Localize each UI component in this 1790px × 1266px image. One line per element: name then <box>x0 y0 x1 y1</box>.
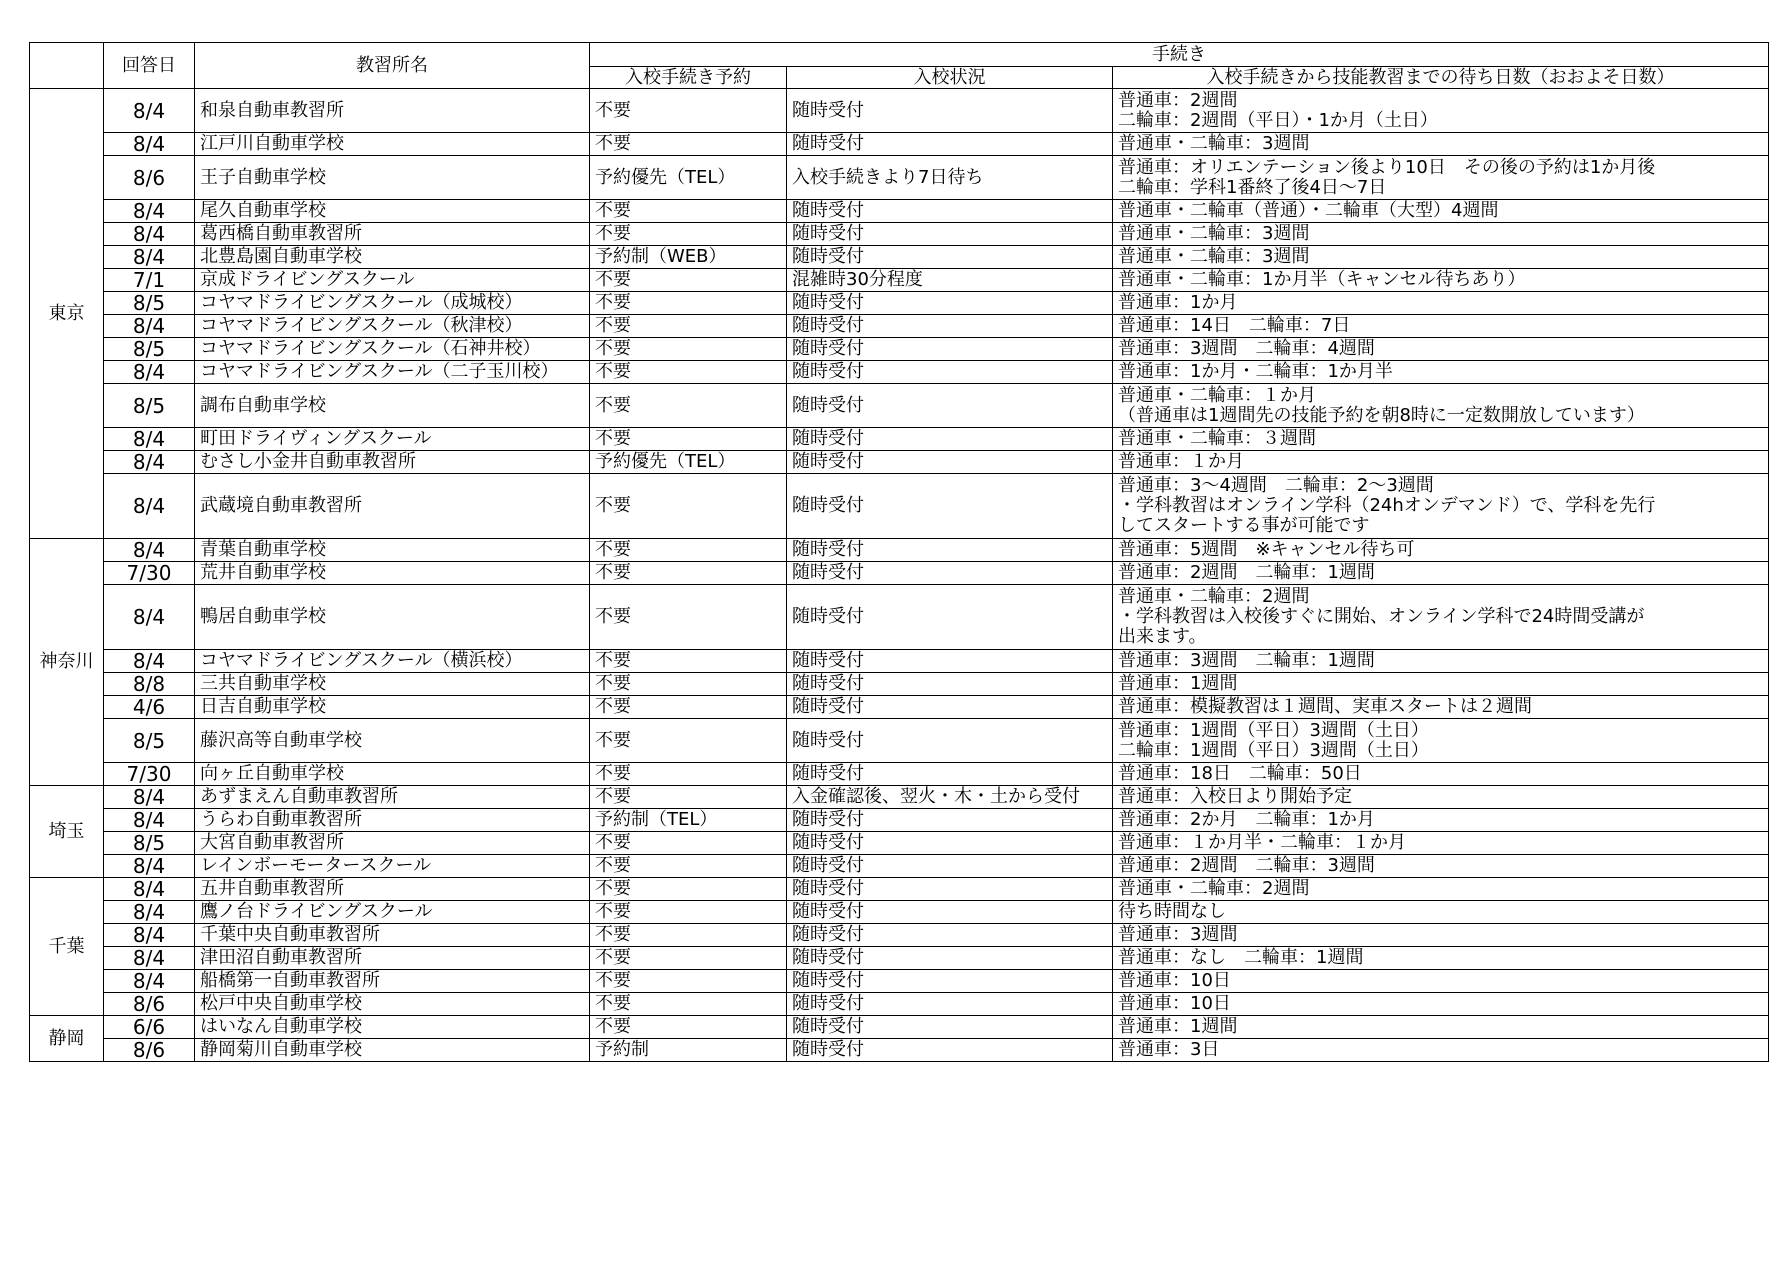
school-cell: 江戸川自動車学校 <box>195 133 590 156</box>
wait-cell: 普通車・二輪車：3週間 <box>1113 246 1769 269</box>
school-cell: うらわ自動車教習所 <box>195 809 590 832</box>
table-row <box>30 474 1769 539</box>
reservation-cell: 不要 <box>590 539 787 562</box>
table-row <box>30 832 1769 855</box>
reservation-cell: 不要 <box>590 361 787 384</box>
reservation-cell: 不要 <box>590 878 787 901</box>
wait-cell: 普通車：3週間 二輪車：4週間 <box>1113 338 1769 361</box>
reservation-cell: 不要 <box>590 924 787 947</box>
status-cell: 随時受付 <box>787 451 1113 474</box>
wait-cell: 普通車・二輪車：3週間 <box>1113 133 1769 156</box>
reservation-cell: 不要 <box>590 1016 787 1039</box>
reservation-cell: 不要 <box>590 719 787 763</box>
status-cell: 入校手続きより7日待ち <box>787 156 1113 200</box>
reservation-cell: 不要 <box>590 901 787 924</box>
school-cell: コヤマドライビングスクール（秋津校） <box>195 315 590 338</box>
table-row <box>30 1016 1769 1039</box>
wait-cell: 普通車：入校日より開始予定 <box>1113 786 1769 809</box>
date-cell: 8/5 <box>104 338 195 361</box>
reservation-cell: 不要 <box>590 428 787 451</box>
table-row <box>30 947 1769 970</box>
date-cell: 8/6 <box>104 156 195 200</box>
wait-cell: 普通車：模擬教習は１週間、実車スタートは２週間 <box>1113 696 1769 719</box>
table-row <box>30 200 1769 223</box>
reservation-cell: 不要 <box>590 338 787 361</box>
school-cell: 武蔵境自動車教習所 <box>195 474 590 539</box>
school-cell: あずまえん自動車教習所 <box>195 786 590 809</box>
school-cell: 王子自動車学校 <box>195 156 590 200</box>
reservation-cell: 不要 <box>590 474 787 539</box>
date-cell: 8/5 <box>104 719 195 763</box>
status-cell: 随時受付 <box>787 763 1113 786</box>
date-cell: 8/4 <box>104 970 195 993</box>
table-row <box>30 315 1769 338</box>
header-status: 入校状況 <box>787 67 1113 89</box>
date-cell: 8/4 <box>104 947 195 970</box>
date-cell: 6/6 <box>104 1016 195 1039</box>
wait-cell: 普通車：3日 <box>1113 1039 1769 1062</box>
table-row <box>30 901 1769 924</box>
date-cell: 7/30 <box>104 562 195 585</box>
reservation-cell: 予約制 <box>590 1039 787 1062</box>
wait-cell: 普通車：10日 <box>1113 970 1769 993</box>
wait-cell: 普通車：3週間 <box>1113 924 1769 947</box>
wait-cell: 普通車：1週間（平日）3週間（土日） 二輪車：1週間（平日）3週間（土日） <box>1113 719 1769 763</box>
table-body <box>30 89 1769 1062</box>
reservation-cell: 不要 <box>590 269 787 292</box>
status-cell: 随時受付 <box>787 89 1113 133</box>
reservation-cell: 不要 <box>590 970 787 993</box>
wait-cell: 普通車：3～4週間 二輪車：2～3週間 ・学科教習はオンライン学科（24hオンデマンド）で、学科を先行 してスタートする事が可能です <box>1113 474 1769 539</box>
table-row <box>30 673 1769 696</box>
table-row <box>30 855 1769 878</box>
school-cell: 北豊島園自動車学校 <box>195 246 590 269</box>
reservation-cell: 不要 <box>590 133 787 156</box>
school-cell: 京成ドライビングスクール <box>195 269 590 292</box>
status-cell: 随時受付 <box>787 223 1113 246</box>
school-cell: 向ヶ丘自動車学校 <box>195 763 590 786</box>
table-row <box>30 719 1769 763</box>
table-row <box>30 993 1769 1016</box>
wait-cell: 普通車：5週間 ※キャンセル待ち可 <box>1113 539 1769 562</box>
table-row <box>30 223 1769 246</box>
reservation-cell: 不要 <box>590 855 787 878</box>
status-cell: 随時受付 <box>787 1039 1113 1062</box>
table-row <box>30 696 1769 719</box>
wait-cell: 普通車・二輪車：2週間 <box>1113 878 1769 901</box>
date-cell: 8/6 <box>104 1039 195 1062</box>
status-cell: 随時受付 <box>787 539 1113 562</box>
school-cell: 鴨居自動車学校 <box>195 585 590 650</box>
table-row <box>30 384 1769 428</box>
date-cell: 8/4 <box>104 133 195 156</box>
table-row <box>30 786 1769 809</box>
status-cell: 入金確認後、翌火・木・土から受付 <box>787 786 1113 809</box>
table-row <box>30 650 1769 673</box>
reservation-cell: 予約制（WEB） <box>590 246 787 269</box>
status-cell: 随時受付 <box>787 585 1113 650</box>
table-row <box>30 562 1769 585</box>
table-row <box>30 361 1769 384</box>
school-cell: コヤマドライビングスクール（横浜校） <box>195 650 590 673</box>
date-cell: 8/5 <box>104 832 195 855</box>
school-cell: 町田ドライヴィングスクール <box>195 428 590 451</box>
reservation-cell: 不要 <box>590 993 787 1016</box>
table-row <box>30 878 1769 901</box>
header-procedure: 手続き <box>590 43 1769 67</box>
wait-cell: 普通車・二輪車：３週間 <box>1113 428 1769 451</box>
status-cell: 随時受付 <box>787 650 1113 673</box>
table-row <box>30 970 1769 993</box>
date-cell: 8/4 <box>104 650 195 673</box>
table-row <box>30 292 1769 315</box>
status-cell: 混雑時30分程度 <box>787 269 1113 292</box>
table-row <box>30 809 1769 832</box>
school-cell: コヤマドライビングスクール（成城校） <box>195 292 590 315</box>
school-cell: 調布自動車学校 <box>195 384 590 428</box>
school-cell: 和泉自動車教習所 <box>195 89 590 133</box>
status-cell: 随時受付 <box>787 924 1113 947</box>
wait-cell: 普通車：1週間 <box>1113 673 1769 696</box>
school-cell: コヤマドライビングスクール（二子玉川校） <box>195 361 590 384</box>
wait-cell: 普通車：14日 二輪車：7日 <box>1113 315 1769 338</box>
school-cell: 日吉自動車学校 <box>195 696 590 719</box>
reservation-cell: 不要 <box>590 200 787 223</box>
reservation-cell: 予約制（TEL） <box>590 809 787 832</box>
table-row <box>30 246 1769 269</box>
date-cell: 8/4 <box>104 786 195 809</box>
school-cell: 松戸中央自動車学校 <box>195 993 590 1016</box>
school-cell: 船橋第一自動車教習所 <box>195 970 590 993</box>
date-cell: 8/4 <box>104 855 195 878</box>
date-cell: 8/5 <box>104 384 195 428</box>
table-row <box>30 585 1769 650</box>
wait-cell: 普通車・二輪車：1か月半（キャンセル待ちあり） <box>1113 269 1769 292</box>
reservation-cell: 不要 <box>590 650 787 673</box>
date-cell: 8/8 <box>104 673 195 696</box>
date-cell: 8/4 <box>104 539 195 562</box>
driving-school-table <box>29 42 1769 1062</box>
reservation-cell: 不要 <box>590 585 787 650</box>
date-cell: 4/6 <box>104 696 195 719</box>
date-cell: 8/4 <box>104 924 195 947</box>
date-cell: 7/30 <box>104 763 195 786</box>
region-cell: 埼玉 <box>30 786 104 878</box>
status-cell: 随時受付 <box>787 993 1113 1016</box>
table-row <box>30 89 1769 133</box>
wait-cell: 普通車：１か月半・二輪車：１か月 <box>1113 832 1769 855</box>
reservation-cell: 不要 <box>590 696 787 719</box>
wait-cell: 普通車：2週間 二輪車：3週間 <box>1113 855 1769 878</box>
table-row <box>30 428 1769 451</box>
wait-cell: 普通車：18日 二輪車：50日 <box>1113 763 1769 786</box>
status-cell: 随時受付 <box>787 901 1113 924</box>
wait-cell: 普通車：3週間 二輪車：1週間 <box>1113 650 1769 673</box>
date-cell: 8/4 <box>104 901 195 924</box>
wait-cell: 普通車・二輪車（普通）・二輪車（大型）4週間 <box>1113 200 1769 223</box>
school-cell: レインボーモータースクール <box>195 855 590 878</box>
status-cell: 随時受付 <box>787 809 1113 832</box>
date-cell: 8/4 <box>104 809 195 832</box>
status-cell: 随時受付 <box>787 361 1113 384</box>
header-reservation: 入校手続き予約 <box>590 67 787 89</box>
date-cell: 8/4 <box>104 246 195 269</box>
school-cell: コヤマドライビングスクール（石神井校） <box>195 338 590 361</box>
status-cell: 随時受付 <box>787 338 1113 361</box>
region-cell: 静岡 <box>30 1016 104 1062</box>
school-cell: 大宮自動車教習所 <box>195 832 590 855</box>
region-cell: 千葉 <box>30 878 104 1016</box>
table-row <box>30 338 1769 361</box>
date-cell: 8/4 <box>104 451 195 474</box>
school-cell: むさし小金井自動車教習所 <box>195 451 590 474</box>
school-cell: 千葉中央自動車教習所 <box>195 924 590 947</box>
status-cell: 随時受付 <box>787 878 1113 901</box>
school-cell: 尾久自動車学校 <box>195 200 590 223</box>
reservation-cell: 不要 <box>590 315 787 338</box>
date-cell: 8/4 <box>104 428 195 451</box>
date-cell: 8/6 <box>104 993 195 1016</box>
table-row <box>30 539 1769 562</box>
status-cell: 随時受付 <box>787 474 1113 539</box>
region-cell: 神奈川 <box>30 539 104 786</box>
reservation-cell: 不要 <box>590 673 787 696</box>
date-cell: 7/1 <box>104 269 195 292</box>
wait-cell: 普通車：１か月 <box>1113 451 1769 474</box>
status-cell: 随時受付 <box>787 246 1113 269</box>
school-cell: 五井自動車教習所 <box>195 878 590 901</box>
status-cell: 随時受付 <box>787 384 1113 428</box>
school-cell: はいなん自動車学校 <box>195 1016 590 1039</box>
school-cell: 津田沼自動車教習所 <box>195 947 590 970</box>
reservation-cell: 予約優先（TEL） <box>590 451 787 474</box>
wait-cell: 普通車：1週間 <box>1113 1016 1769 1039</box>
status-cell: 随時受付 <box>787 133 1113 156</box>
wait-cell: 普通車：オリエンテーション後より10日 その後の予約は1か月後 二輪車：学科1番終了後4日～7日 <box>1113 156 1769 200</box>
status-cell: 随時受付 <box>787 200 1113 223</box>
reservation-cell: 不要 <box>590 562 787 585</box>
wait-cell: 普通車：1か月 <box>1113 292 1769 315</box>
date-cell: 8/4 <box>104 223 195 246</box>
table-row <box>30 763 1769 786</box>
school-cell: 荒井自動車学校 <box>195 562 590 585</box>
status-cell: 随時受付 <box>787 562 1113 585</box>
reservation-cell: 不要 <box>590 384 787 428</box>
date-cell: 8/4 <box>104 474 195 539</box>
date-cell: 8/4 <box>104 200 195 223</box>
status-cell: 随時受付 <box>787 719 1113 763</box>
date-cell: 8/4 <box>104 361 195 384</box>
status-cell: 随時受付 <box>787 832 1113 855</box>
wait-cell: 普通車・二輪車：2週間 ・学科教習は入校後すぐに開始、オンライン学科で24時間受講が 出来ます。 <box>1113 585 1769 650</box>
school-cell: 青葉自動車学校 <box>195 539 590 562</box>
reservation-cell: 不要 <box>590 947 787 970</box>
status-cell: 随時受付 <box>787 696 1113 719</box>
region-cell: 東京 <box>30 89 104 539</box>
table-row <box>30 924 1769 947</box>
status-cell: 随時受付 <box>787 947 1113 970</box>
wait-cell: 待ち時間なし <box>1113 901 1769 924</box>
table-row <box>30 451 1769 474</box>
driving-school-table-sheet <box>29 42 1769 1062</box>
status-cell: 随時受付 <box>787 673 1113 696</box>
date-cell: 8/5 <box>104 292 195 315</box>
wait-cell: 普通車：2週間 二輪車：1週間 <box>1113 562 1769 585</box>
date-cell: 8/4 <box>104 585 195 650</box>
reservation-cell: 予約優先（TEL） <box>590 156 787 200</box>
reservation-cell: 不要 <box>590 223 787 246</box>
status-cell: 随時受付 <box>787 970 1113 993</box>
wait-cell: 普通車・二輪車：3週間 <box>1113 223 1769 246</box>
header-region <box>30 43 104 89</box>
header-school: 教習所名 <box>195 43 590 89</box>
date-cell: 8/4 <box>104 315 195 338</box>
table-row <box>30 156 1769 200</box>
status-cell: 随時受付 <box>787 292 1113 315</box>
reservation-cell: 不要 <box>590 832 787 855</box>
school-cell: 静岡菊川自動車学校 <box>195 1039 590 1062</box>
table-header <box>30 43 1769 89</box>
school-cell: 藤沢高等自動車学校 <box>195 719 590 763</box>
wait-cell: 普通車：2週間 二輪車：2週間（平日）・1か月（土日） <box>1113 89 1769 133</box>
date-cell: 8/4 <box>104 89 195 133</box>
wait-cell: 普通車：10日 <box>1113 993 1769 1016</box>
wait-cell: 普通車・二輪車：１か月 （普通車は1週間先の技能予約を朝8時に一定数開放しています） <box>1113 384 1769 428</box>
status-cell: 随時受付 <box>787 855 1113 878</box>
reservation-cell: 不要 <box>590 89 787 133</box>
reservation-cell: 不要 <box>590 786 787 809</box>
header-wait: 入校手続きから技能教習までの待ち日数（おおよそ日数） <box>1113 67 1769 89</box>
table-row <box>30 1039 1769 1062</box>
reservation-cell: 不要 <box>590 292 787 315</box>
header-date: 回答日 <box>104 43 195 89</box>
table-row <box>30 133 1769 156</box>
status-cell: 随時受付 <box>787 428 1113 451</box>
table-row <box>30 269 1769 292</box>
school-cell: 三共自動車学校 <box>195 673 590 696</box>
status-cell: 随時受付 <box>787 315 1113 338</box>
wait-cell: 普通車：1か月・二輪車：1か月半 <box>1113 361 1769 384</box>
school-cell: 葛西橋自動車教習所 <box>195 223 590 246</box>
wait-cell: 普通車：なし 二輪車：1週間 <box>1113 947 1769 970</box>
reservation-cell: 不要 <box>590 763 787 786</box>
school-cell: 鷹ノ台ドライビングスクール <box>195 901 590 924</box>
status-cell: 随時受付 <box>787 1016 1113 1039</box>
wait-cell: 普通車：2か月 二輪車：1か月 <box>1113 809 1769 832</box>
date-cell: 8/4 <box>104 878 195 901</box>
